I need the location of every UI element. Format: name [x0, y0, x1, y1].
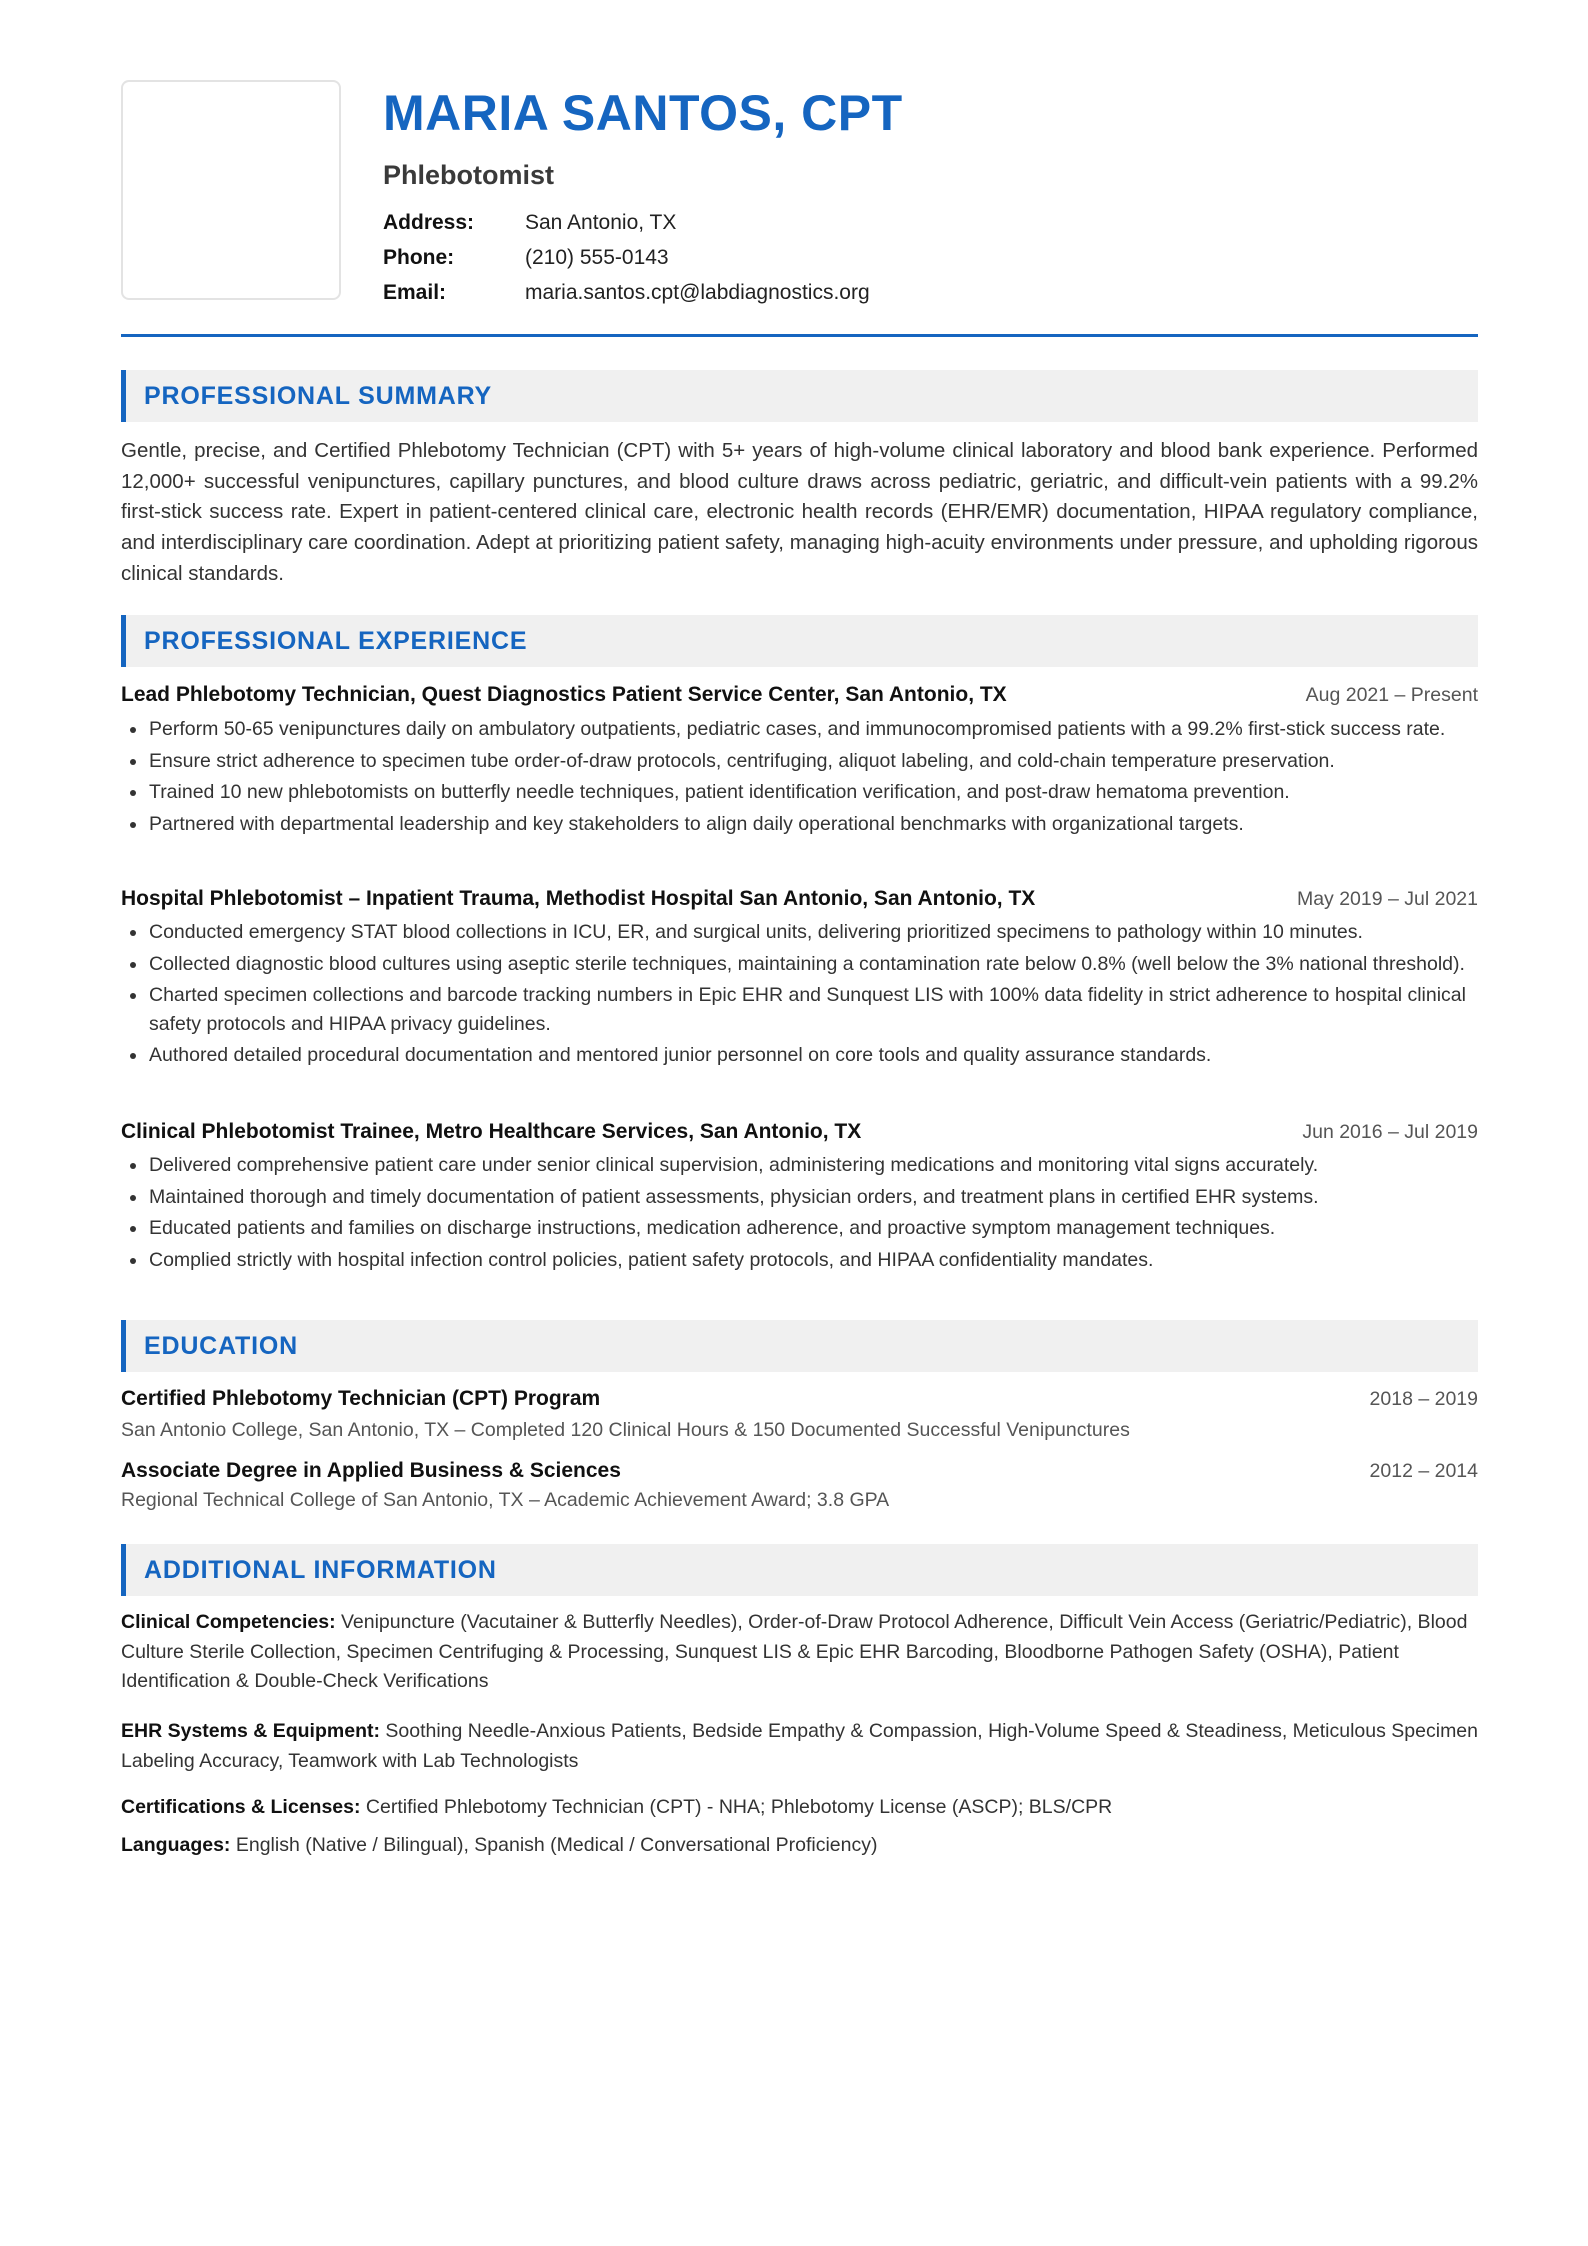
address-value: San Antonio, TX — [525, 211, 677, 234]
section-title-summary: PROFESSIONAL SUMMARY — [144, 382, 492, 410]
job-1-bullets — [121, 715, 1478, 841]
candidate-name: MARIA SANTOS, CPT — [383, 85, 903, 141]
education-title: Associate Degree in Applied Business & Sciences — [121, 1459, 621, 1482]
header-divider — [121, 334, 1478, 337]
additional-text: English (Native / Bilingual), Spanish (Medical / Conversational Proficiency) — [235, 1834, 878, 1856]
section-title-education: EDUCATION — [144, 1332, 298, 1360]
candidate-title: Phlebotomist — [383, 160, 555, 190]
bullet-item: Educated patients and families on discharge instructions, medication adherence, and proactive symptom management techniques. — [121, 1214, 1478, 1243]
additional-label: Clinical Competencies: — [121, 1611, 336, 1633]
education-entry-1 — [121, 1384, 1478, 1414]
contact-address-row — [383, 205, 903, 240]
education-dates: 2012 – 2014 — [1369, 1460, 1478, 1482]
additional-item-ehr — [121, 1717, 1478, 1776]
section-header-summary — [121, 370, 1478, 422]
bullet-item: Partnered with departmental leadership and key stakeholders to align daily operational benchmarks with organizational targets. — [121, 810, 1478, 839]
bullet-item: Perform 50-65 venipunctures daily on ambulatory outpatients, pediatric cases, and immunocompromised patients with a 99.2% first-stick success rate. — [121, 715, 1478, 744]
summary-text: Gentle, precise, and Certified Phlebotomy Technician (CPT) with 5+ years of high-volume clinical laboratory and blood bank experience. Performed 12,000+ successful venipunctures, capillary punctures, and blood culture draws across pediatric, geriatric, and difficult-vein patients with a 99.2% first-stick success rate. Expert in patient-centered clinical care, electronic health records (EHR/EMR) documentation, HIPAA regulatory compliance, and interdisciplinary care coordination. Adept at prioritizing patient safety, managing high-acuity environments under pressure, and upholding rigorous clinical standards. — [121, 439, 1478, 585]
job-dates: Jun 2016 – Jul 2019 — [1302, 1121, 1478, 1143]
additional-text: Venipuncture (Vacutainer & Butterfly Needles), Order-of-Draw Protocol Adherence, Difficult Vein Access (Geriatric/Pediatric), Blood Culture Sterile Collection, Specimen Centrifuging & Processing, Sunquest LIS & Epic EHR Barcoding, Bloodborne Pathogen Safety (OSHA), Patient Identification & Double-Check Verifications — [121, 1611, 1468, 1692]
education-dates: 2018 – 2019 — [1369, 1388, 1478, 1410]
bullet-item: Collected diagnostic blood cultures using aseptic sterile techniques, maintaining a contamination rate below 0.8% (well below the 3% national threshold). — [121, 950, 1478, 979]
additional-text: Certified Phlebotomy Technician (CPT) - NHA; Phlebotomy License (ASCP); BLS/CPR — [365, 1796, 1113, 1818]
job-3-bullets — [121, 1151, 1478, 1277]
phone-label: Phone: — [383, 246, 455, 269]
section-header-education — [121, 1320, 1478, 1372]
job-dates: May 2019 – Jul 2021 — [1296, 888, 1478, 910]
resume-page — [121, 80, 1478, 1856]
job-entry-1 — [121, 680, 1478, 710]
additional-text: Soothing Needle-Anxious Patients, Bedside Empathy & Compassion, High-Volume Speed & Steadiness, Meticulous Specimen Labeling Accuracy, Teamwork with Lab Technologists — [121, 1720, 1478, 1772]
additional-item-languages — [121, 1831, 1478, 1861]
education-detail: Regional Technical College of San Antonio, TX – Academic Achievement Award; 3.8 GPA — [121, 1489, 890, 1511]
education-entry-2 — [121, 1456, 1478, 1486]
phone-value: (210) 555-0143 — [525, 246, 669, 269]
education-title: Certified Phlebotomy Technician (CPT) Program — [121, 1387, 601, 1410]
job-title: Lead Phlebotomy Technician, Quest Diagnostics Patient Service Center, San Antonio, TX — [121, 683, 1007, 706]
address-label: Address: — [383, 211, 475, 234]
bullet-item: Delivered comprehensive patient care under senior clinical supervision, administering medications and monitoring vital signs accurately. — [121, 1151, 1478, 1180]
section-title-additional: ADDITIONAL INFORMATION — [144, 1556, 497, 1584]
job-entry-3 — [121, 1117, 1478, 1147]
education-detail: San Antonio College, San Antonio, TX – Completed 120 Clinical Hours & 150 Documented Successful Venipunctures — [121, 1419, 1130, 1441]
job-dates: Aug 2021 – Present — [1305, 684, 1478, 706]
contact-block — [383, 205, 903, 310]
profile-photo-placeholder — [121, 80, 341, 300]
section-header-additional — [121, 1544, 1478, 1596]
bullet-item: Complied strictly with hospital infection control policies, patient safety protocols, and HIPAA confidentiality mandates. — [121, 1246, 1478, 1275]
section-title-experience: PROFESSIONAL EXPERIENCE — [144, 627, 528, 655]
job-entry-2 — [121, 884, 1478, 914]
email-value[interactable]: maria.santos.cpt@labdiagnostics.org — [525, 281, 870, 304]
email-label: Email: — [383, 281, 447, 304]
bullet-item: Authored detailed procedural documentation and mentored junior personnel on core tools and quality assurance standards. — [121, 1041, 1478, 1070]
additional-label: EHR Systems & Equipment: — [121, 1720, 380, 1742]
additional-item-competencies — [121, 1608, 1478, 1697]
section-header-experience — [121, 615, 1478, 667]
bullet-item: Charted specimen collections and barcode tracking numbers in Epic EHR and Sunquest LIS with 100% data fidelity in strict adherence to hospital clinical safety protocols and HIPAA privacy guidelines. — [121, 981, 1478, 1038]
job-title: Clinical Phlebotomist Trainee, Metro Healthcare Services, San Antonio, TX — [121, 1120, 862, 1143]
bullet-item: Trained 10 new phlebotomists on butterfly needle techniques, patient identification verification, and post-draw hematoma prevention. — [121, 778, 1478, 807]
job-title: Hospital Phlebotomist – Inpatient Trauma, Methodist Hospital San Antonio, San Antonio, TX — [121, 887, 1036, 910]
additional-label: Languages: — [121, 1834, 231, 1856]
resume-header — [121, 80, 1478, 308]
contact-email-row — [383, 275, 903, 310]
bullet-item: Conducted emergency STAT blood collections in ICU, ER, and surgical units, delivering prioritized specimens to pathology within 10 minutes. — [121, 918, 1478, 947]
bullet-item: Maintained thorough and timely documentation of patient assessments, physician orders, and treatment plans in certified EHR systems. — [121, 1183, 1478, 1212]
header-info — [383, 80, 903, 310]
bullet-item: Ensure strict adherence to specimen tube order-of-draw protocols, centrifuging, aliquot labeling, and cold-chain temperature preservation. — [121, 747, 1478, 776]
additional-item-certifications — [121, 1793, 1478, 1823]
job-2-bullets — [121, 918, 1478, 1073]
additional-label: Certifications & Licenses: — [121, 1796, 361, 1818]
contact-phone-row — [383, 240, 903, 275]
